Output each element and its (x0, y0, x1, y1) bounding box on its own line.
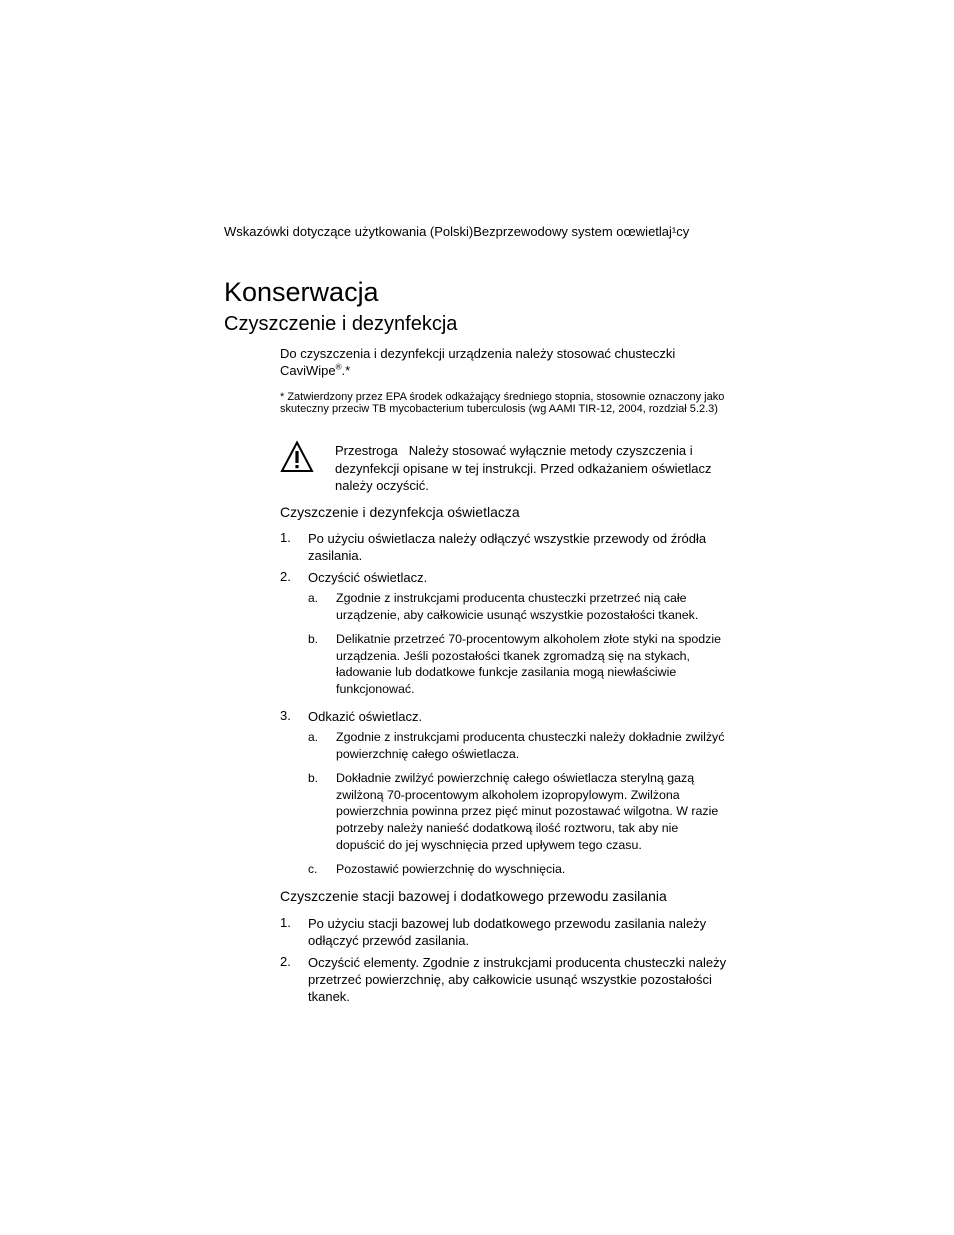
step-text: Odkazić oświetlacz. (308, 709, 423, 724)
step-number: 1. (280, 530, 291, 545)
substep-letter: c. (308, 862, 318, 876)
substep-letter: a. (308, 730, 319, 744)
substep-text: Pozostawić powierzchnię do wyschnięcia. (336, 862, 566, 876)
page-title: Konserwacja (224, 277, 379, 307)
step-number: 1. (280, 915, 291, 930)
step-number: 3. (280, 708, 291, 723)
substep-text: Zgodnie z instrukcjami producenta chusteczki przetrzeć nią całe urządzenie, aby całkowicie usunąć wszystkie pozostałości tkanek. (336, 591, 699, 622)
section-title: Czyszczenie i dezynfekcja (224, 313, 458, 335)
step-number: 2. (280, 954, 291, 969)
warning-triangle-icon (280, 440, 314, 474)
substep-text: Dokładnie zwilżyć powierzchnię całego oświetlacza sterylną gazą zwilżoną 70-procentowym alkoholem izopropylowym. Zwilżona powierzchnia powinna przez pięć minut pozostawać wilgotna. W razie potrzeby należy nanieść dodatkową ilość roztworu, tak aby nie dopuścić do jej wyschnięcia przed upływem tego czasu. (336, 771, 719, 852)
substep-letter: b. (308, 771, 319, 785)
caution-note (335, 442, 730, 495)
intro-line-1: Do czyszczenia i dezynfekcji urządzenia należy stosować chusteczki (280, 346, 676, 361)
product-name: CaviWipe (280, 363, 336, 378)
step-text: Po użyciu oświetlacza należy odłączyć wszystkie przewody od źródła zasilania. (308, 531, 707, 563)
substep-letter: a. (308, 591, 319, 605)
illuminator-cleaning-title: Czyszczenie i dezynfekcja oświetlacza (280, 504, 520, 520)
intro-paragraph (280, 345, 730, 379)
caution-label: Przestroga (335, 443, 398, 458)
caution-text: Należy stosować wyłącznie metody czyszczenia i dezynfekcji opisane w tej instrukcji. Przed odkażaniem oświetlacz należy oczyścić. (335, 443, 712, 493)
substep-letter: b. (308, 632, 319, 646)
substep-text: Delikatnie przetrzeć 70-procentowym alkoholem złote styki na spodzie urządzenia. Jeśli pozostałości tkanek zgromadzą się na stykach, ładowanie lub dodatkowe funkcje zasilania mogą niewłaściwie funkcjonować. (336, 632, 721, 697)
step-text: Po użyciu stacji bazowej lub dodatkowego przewodu zasilania należy odłączyć przewód zasilania. (308, 916, 707, 948)
substep-text: Zgodnie z instrukcjami producenta chusteczki należy dokładnie zwilżyć powierzchnię całego oświetlacza. (336, 730, 725, 761)
step-text: Oczyścić oświetlacz. (308, 570, 428, 585)
step-number: 2. (280, 569, 291, 584)
running-header: Wskazówki dotyczące użytkowania (Polski)Bezprzewodowy system oœwietlaj¹cy (224, 224, 690, 239)
base-station-cleaning-title: Czyszczenie stacji bazowej i dodatkowego przewodu zasilania (280, 888, 667, 904)
footnote-marker: .* (341, 363, 351, 378)
intro-line-2 (280, 362, 730, 379)
footnote: * Zatwierdzony przez EPA środek odkażający średniego stopnia, stosownie oznaczony jako skuteczny przeciw TB mycobacterium tuberculosis (wg AAMI TIR-12, 2004, rozdział 5.2.3) (280, 391, 725, 415)
registered-mark: ® (335, 362, 342, 372)
step-text: Oczyścić elementy. Zgodnie z instrukcjami producenta chusteczki należy przetrzeć powierzchnię, aby całkowicie usunąć wszystkie pozostałości tkanek. (308, 955, 727, 1004)
